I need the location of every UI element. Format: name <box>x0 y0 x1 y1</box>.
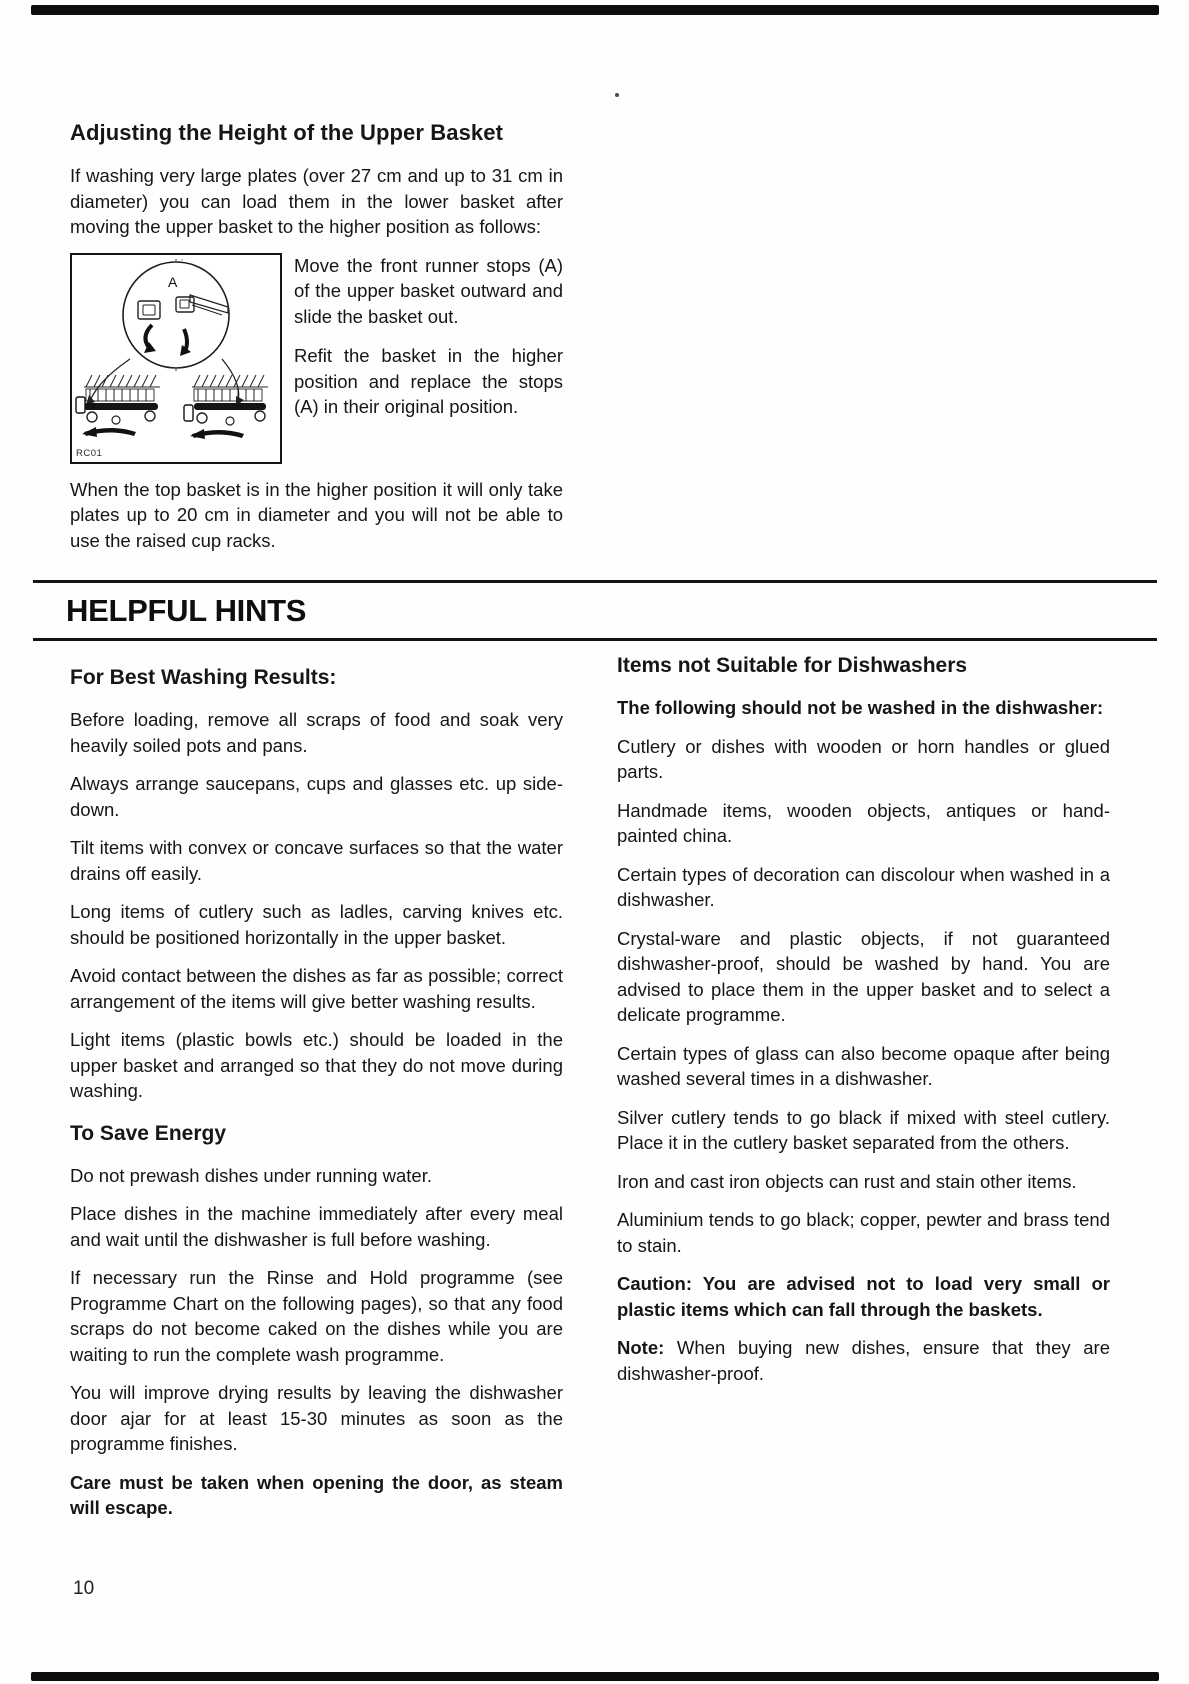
figure-row <box>70 253 563 464</box>
hints-columns <box>70 654 1110 1534</box>
figure-label-a: A <box>168 273 178 290</box>
paragraph: Certain types of decoration can discolour when washed in a dishwasher. <box>617 863 1110 910</box>
paragraph: Certain types of glass can also become opaque after being washed several times in a dishwasher. <box>617 1042 1110 1089</box>
paragraph: Iron and cast iron objects can rust and stain other items. <box>617 1170 1077 1192</box>
figure-side-text <box>294 253 563 433</box>
note-paragraph <box>617 1335 1110 1386</box>
divider-rule-bottom <box>33 638 1157 641</box>
scan-edge-bar-top <box>31 5 1159 15</box>
left-column <box>70 654 563 1534</box>
save-energy-paragraphs <box>70 1163 563 1457</box>
note-prefix: Note: <box>617 1337 665 1358</box>
unsuitable-lead: The following should not be washed in the dishwasher: <box>617 697 1104 718</box>
paragraph: Aluminium tends to go black; copper, pewter and brass tend to stain. <box>617 1209 1110 1256</box>
washing-results-heading: For Best Washing Results: <box>70 666 337 689</box>
paragraph: Always arrange saucepans, cups and glasses etc. up side-down. <box>70 773 563 820</box>
right-column <box>617 654 1110 1534</box>
unsuitable-paragraphs <box>617 734 1110 1259</box>
intro-paragraph: If washing very large plates (over 27 cm and up to 31 cm in diameter) you can load them in the lower basket after moving the upper basket to the higher position as follows: <box>70 165 563 237</box>
basket-adjustment-figure <box>70 253 282 464</box>
figure-caption: RC01 <box>76 447 103 459</box>
paragraph: Tilt items with convex or concave surfaces so that the water drains off easily. <box>70 837 563 884</box>
closing-paragraph: When the top basket is in the higher position it will only take plates up to 20 cm in diameter and you will not be able to use the raised cup racks. <box>70 478 563 551</box>
basket-diagram <box>72 255 280 460</box>
paragraph: You will improve drying results by leaving the dishwasher door ajar for at least 15-30 minutes as soon as the programme finishes. <box>70 1382 563 1454</box>
save-energy-heading: To Save Energy <box>70 1121 227 1145</box>
section-title: Adjusting the Height of the Upper Basket <box>70 120 504 145</box>
note-text: When buying new dishes, ensure that they are dishwasher-proof. <box>617 1337 1110 1384</box>
washing-results-paragraphs <box>70 707 563 1104</box>
paragraph: Light items (plastic bowls etc.) should be loaded in the upper basket and arranged so that they do not move during washing. <box>70 1029 563 1101</box>
page-number: 10 <box>73 1578 95 1599</box>
paragraph: Refit the basket in the higher position and replace the stops (A) in their original position. <box>294 345 563 417</box>
scan-edge-bar-bottom <box>31 1672 1159 1681</box>
paragraph: Move the front runner stops (A) of the upper basket outward and slide the basket out. <box>294 254 563 327</box>
paragraph: Before loading, remove all scraps of food and soak very heavily soiled pots and pans. <box>70 709 563 756</box>
caution-paragraph <box>617 1271 1110 1322</box>
paragraph: Cutlery or dishes with wooden or horn handles or glued parts. <box>617 735 1110 782</box>
helpful-hints-title: HELPFUL HINTS <box>66 593 307 628</box>
scan-speck <box>615 93 619 97</box>
paragraph: Avoid contact between the dishes as far as possible; correct arrangement of the items will give better washing results. <box>70 965 563 1012</box>
unsuitable-items-heading: Items not Suitable for Dishwashers <box>617 654 968 677</box>
paragraph: Handmade items, wooden objects, antiques or hand-painted china. <box>617 799 1110 846</box>
paragraph: Long items of cutlery such as ladles, carving knives etc. should be positioned horizontally in the upper basket. <box>70 901 563 948</box>
door-warning: Care must be taken when opening the door, as steam will escape. <box>70 1471 563 1518</box>
caution-prefix: Caution: <box>617 1273 693 1294</box>
paragraph: Place dishes in the machine immediately after every meal and wait until the dishwasher is full before washing. <box>70 1203 563 1250</box>
divider-rule-top <box>33 580 1157 583</box>
paragraph: Crystal-ware and plastic objects, if not guaranteed dishwasher-proof, should be washed by hand. You are advised to place them in the upper basket and to select a delicate programme. <box>617 927 1110 1025</box>
caution-text: You are advised not to load very small or plastic items which can fall through the baskets. <box>617 1273 1110 1320</box>
paragraph: Do not prewash dishes under running water. <box>70 1164 432 1186</box>
paragraph: If necessary run the Rinse and Hold programme (see Programme Chart on the following pages), so that any food scraps do not become caked on the dishes while you are waiting to run the complete wash programme. <box>70 1267 563 1365</box>
paragraph: Silver cutlery tends to go black if mixed with steel cutlery. Place it in the cutlery basket separated from the others. <box>617 1106 1110 1153</box>
section-adjusting-upper-basket <box>70 120 563 566</box>
